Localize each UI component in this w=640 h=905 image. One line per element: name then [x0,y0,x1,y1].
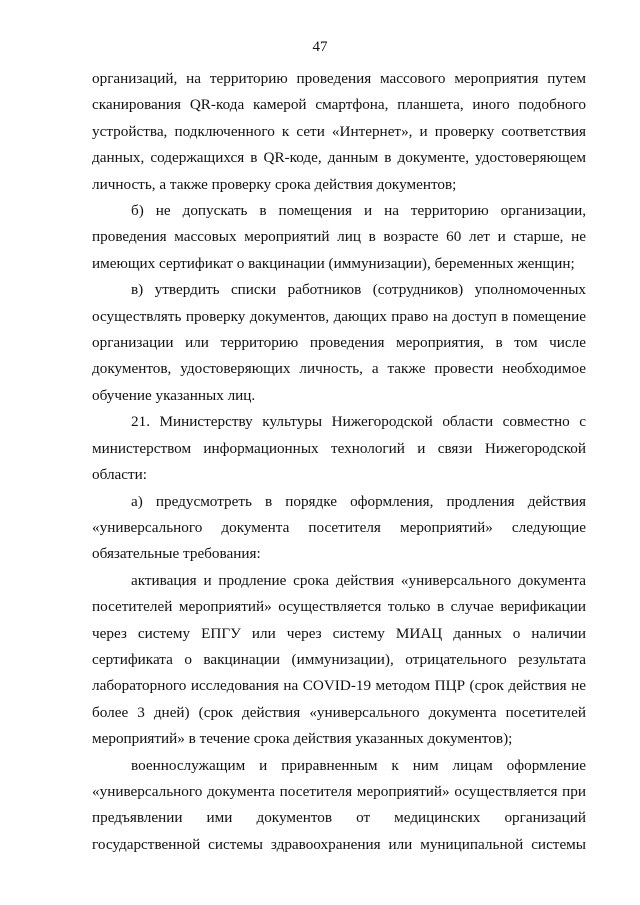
text-line: в) утвердить списки работников (сотрудников) уполномоченных [131,281,586,299]
paragraph-continuation [92,66,586,198]
text-line: министерством информационных технологий и связи Нижегородской [92,439,586,457]
text-line: организации или территорию проведения мероприятия, в том числе [92,334,586,352]
text-line: сканирования QR-кода камерой смартфона, планшета, иного подобного [92,96,586,114]
text-line: «универсального документа посетителя мероприятий» следующие [92,518,586,536]
text-line: документов, удостоверяющих личность, а также провести необходимое [92,360,586,378]
page-number: 47 [312,39,328,55]
text-line: обучение указанных лиц. [92,386,256,404]
paragraph-item-v [92,277,586,409]
text-line: предъявлении ими документов от медицинских организаций [92,809,586,827]
text-line: через систему ЕПГУ или через систему МИАЦ данных о наличии [92,624,586,642]
text-line: лабораторного исследования на COVID-19 методом ПЦР (срок действия не [92,677,586,695]
text-line: военнослужащим и приравненным к ним лицам оформление [131,756,586,774]
text-line: устройства, подключенного к сети «Интернет», и проверку соответствия [92,122,586,140]
text-line: осуществлять проверку документов, дающих право на доступ в помещение [92,307,586,325]
paragraph-military [92,753,586,859]
text-line: активация и продление срока действия «универсального документа [131,571,586,589]
text-line: государственной системы здравоохранения или муниципальной системы [92,835,586,853]
text-line: б) не допускать в помещения и на территорию организации, [131,202,586,220]
paragraph-item-b [92,198,586,277]
text-line: имеющих сертификат о вакцинации (иммунизации), беременных женщин; [92,254,575,272]
text-line: личность, а также проверку срока действия документов; [92,175,457,193]
paragraph-section-21 [92,409,586,488]
document-body [92,66,586,858]
text-line: обязательные требования: [92,545,261,563]
text-line: посетителей мероприятий» осуществляется только в случае верификации [92,598,586,616]
text-line: 21. Министерству культуры Нижегородской области совместно с [131,413,586,431]
text-line: «универсального документа посетителя мероприятий» осуществляется при [92,782,586,800]
text-line: данных, содержащихся в QR-коде, данным в документе, удостоверяющем [92,149,586,167]
text-line: а) предусмотреть в порядке оформления, продления действия [131,492,586,510]
text-line: сертификата о вакцинации (иммунизации), отрицательного результата [92,650,586,668]
text-line: организаций, на территорию проведения массового мероприятия путем [92,70,586,87]
text-line: более 3 дней) (срок действия «универсального документа посетителей [92,703,586,721]
paragraph-activation [92,568,586,753]
text-line: области: [92,466,147,484]
text-line: мероприятий» в течение срока действия указанных документов); [92,730,513,748]
text-line: проведения массовых мероприятий лиц в возрасте 60 лет и старше, не [92,228,586,246]
paragraph-item-a [92,489,586,568]
